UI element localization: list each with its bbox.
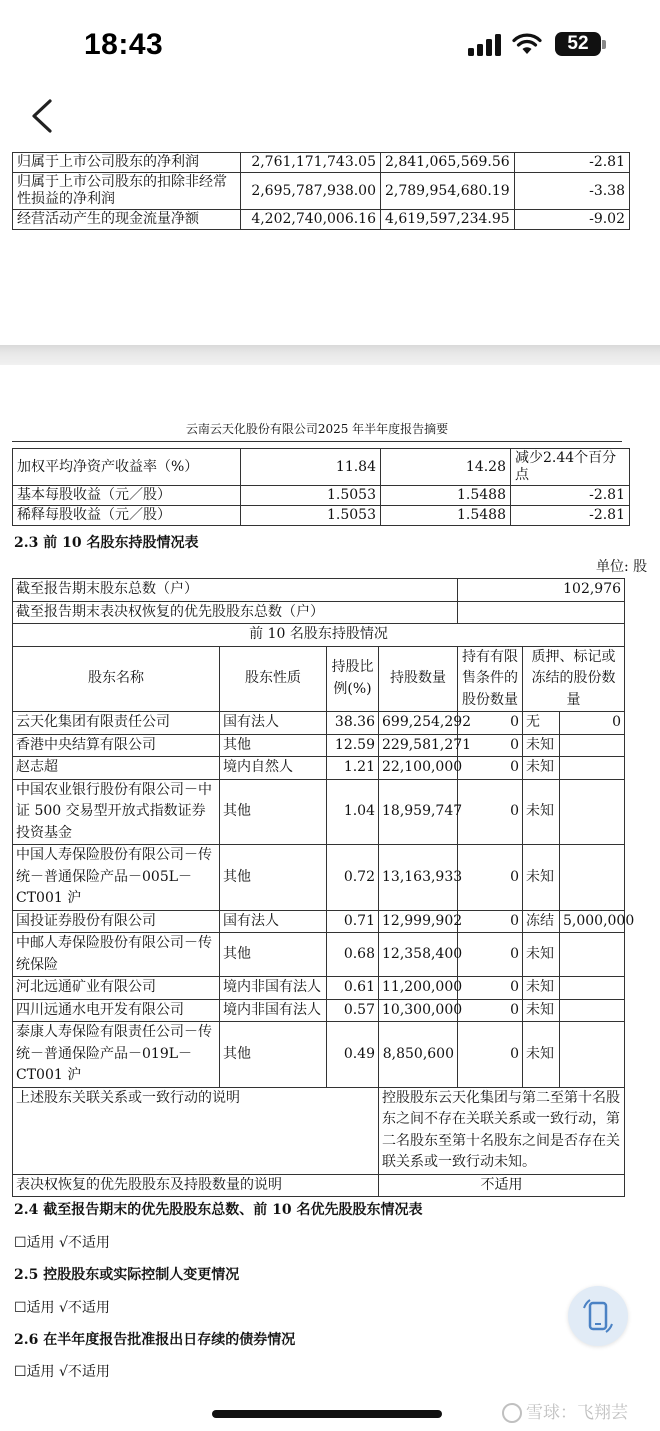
wifi-icon [512, 33, 542, 55]
eps-table [12, 448, 630, 526]
document-header: 云南云天化股份有限公司2025 年半年度报告摘要 [12, 420, 622, 442]
table-row: 截至报告期末表决权恢复的优先股股东总数（户） [13, 601, 625, 624]
section-2-4-title: 2.4 截至报告期末的优先股股东总数、前 10 名优先股股东情况表 [14, 1202, 423, 1218]
table-row: 泰康人寿保险有限责任公司－传统－普通保险产品－019L－CT001 沪 其他 0.49 8,850,600 0 未知 [13, 1022, 625, 1088]
table-row: 中邮人寿保险股份有限公司－传统保险 其他 0.68 12,358,400 0 未知 [13, 933, 625, 977]
col-header-ratio: 持股比例(%) [327, 646, 379, 712]
table-row: 上述股东关联关系或一致行动的说明 控股股东云天化集团与第二至第十名股东之间不存在关联关系或一致行动，第二名股东至第十名股东之间是否存在关联关系或一致行动未知。 [13, 1087, 625, 1174]
table-row: 基本每股收益（元／股） 1.5053 1.5488 -2.81 [13, 486, 630, 506]
table-row: 前 10 名股东持股情况 [13, 624, 625, 647]
table-row: 国投证券股份有限公司 国有法人 0.71 12,999,902 0 冻结 5,000,000 [13, 910, 625, 933]
table-row: 河北远通矿业有限公司 境内非国有法人 0.61 11,200,000 0 未知 [13, 977, 625, 1000]
table-row: 香港中央结算有限公司 其他 12.59 229,581,271 0 未知 [13, 734, 625, 757]
table-row: 表决权恢复的优先股股东及持股数量的说明 不适用 [13, 1174, 625, 1197]
section-2-6-title: 2.6 在半年度报告批准报出日存续的债券情况 [14, 1332, 296, 1348]
section-2-5-options: ☐适用 √不适用 [14, 1300, 110, 1316]
shareholders-table [12, 578, 635, 1197]
section-2-4-options: ☐适用 √不适用 [14, 1235, 110, 1251]
home-indicator[interactable] [212, 1410, 442, 1418]
table-row: 四川远通水电开发有限公司 境内非国有法人 0.57 10,300,000 0 未知 [13, 999, 625, 1022]
financial-summary-table [12, 152, 630, 230]
table-row: 归属于上市公司股东的扣除非经常性损益的净利润 2,695,787,938.00 2,789,954,680.19 -3.38 [13, 173, 630, 210]
rotate-screen-button[interactable] [568, 1286, 628, 1346]
section-2-6-options: ☐适用 √不适用 [14, 1364, 110, 1380]
table-row: 中国农业银行股份有限公司－中证 500 交易型开放式指数证券投资基金 其他 1.04 18,959,747 0 未知 [13, 779, 625, 845]
table-row: 截至报告期末股东总数（户） 102,976 [13, 579, 625, 602]
phone-rotate-icon [568, 1286, 628, 1346]
unit-label: 单位: 股 [596, 559, 648, 575]
table-row: 稀释每股收益（元／股） 1.5053 1.5488 -2.81 [13, 506, 630, 526]
clock: 18:43 [84, 28, 164, 61]
col-header-nature: 股东性质 [220, 646, 327, 712]
table-row: 中国人寿保险股份有限公司－传统－普通保险产品－005L－CT001 沪 其他 0.72 13,163,933 0 未知 [13, 845, 625, 911]
battery-indicator: 52 [555, 32, 601, 56]
col-header-name: 股东名称 [13, 646, 220, 712]
battery-cap [602, 40, 606, 49]
table-row: 归属于上市公司股东的净利润 2,761,171,743.05 2,841,065,569.56 -2.81 [13, 153, 630, 173]
cellular-signal-icon [468, 34, 502, 56]
col-header-pledge: 质押、标记或冻结的股份数量 [523, 646, 625, 712]
col-header-restricted: 持有有限售条件的股份数量 [458, 646, 523, 712]
table-row: 经营活动产生的现金流量净额 4,202,740,006.16 4,619,597,234.95 -9.02 [13, 210, 630, 230]
table-row: 云天化集团有限责任公司 国有法人 38.36 699,254,292 0 无 0 [13, 712, 625, 735]
snowball-logo-icon [502, 1403, 522, 1423]
section-2-5-title: 2.5 控股股东或实际控制人变更情况 [14, 1267, 240, 1283]
status-bar [0, 0, 660, 88]
page-separator [0, 345, 660, 365]
col-header-qty: 持股数量 [379, 646, 458, 712]
section-2-3-title: 2.3 前 10 名股东持股情况表 [14, 535, 199, 551]
back-chevron-icon[interactable] [28, 98, 58, 134]
table-header-row [13, 646, 625, 712]
table-row: 赵志超 境内自然人 1.21 22,100,000 0 未知 [13, 757, 625, 780]
watermark: 雪球：飞翔芸 [502, 1398, 628, 1423]
table-row: 加权平均净资产收益率（%） 11.84 14.28 减少2.44个百分点 [13, 449, 630, 486]
